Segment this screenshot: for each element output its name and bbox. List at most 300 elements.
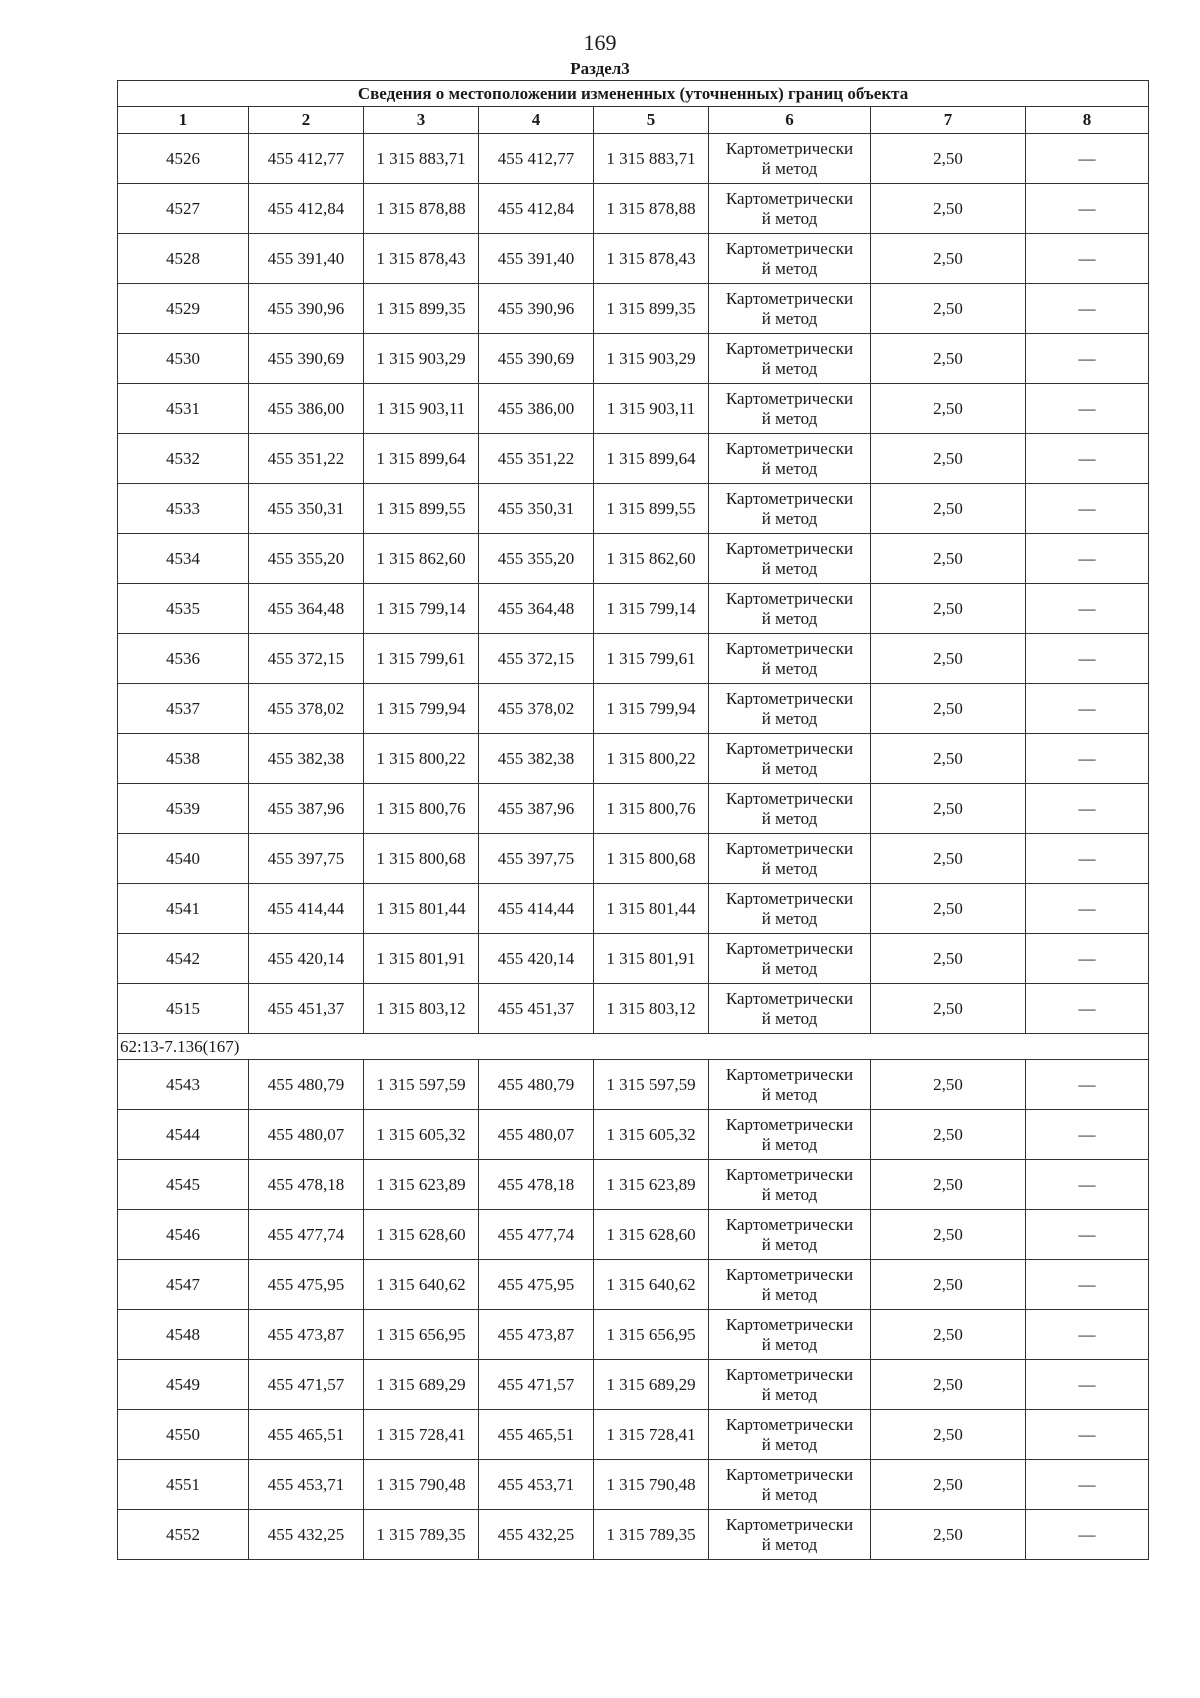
method-cell [709,384,871,434]
description-cell: — [1026,184,1149,234]
point-number-cell: 4533 [118,484,249,534]
table-row [118,184,1149,234]
x-coordinate-new-cell: 455 420,14 [479,934,594,984]
description-cell: — [1026,634,1149,684]
method-line-1: Картометрически [725,438,854,458]
x-coordinate-new-cell: 455 432,25 [479,1510,594,1560]
method-line-1: Картометрически [725,188,854,208]
y-coordinate-new-cell: 1 315 799,14 [594,584,709,634]
y-coordinate-cell: 1 315 801,44 [364,884,479,934]
y-coordinate-new-cell: 1 315 883,71 [594,134,709,184]
column-number-row [118,107,1149,134]
x-coordinate-new-cell: 455 465,51 [479,1410,594,1460]
y-coordinate-cell: 1 315 623,89 [364,1160,479,1210]
y-coordinate-cell: 1 315 899,64 [364,434,479,484]
point-number-cell: 4528 [118,234,249,284]
method-cell [709,634,871,684]
y-coordinate-new-cell: 1 315 801,44 [594,884,709,934]
y-coordinate-new-cell: 1 315 800,76 [594,784,709,834]
y-coordinate-cell: 1 315 801,91 [364,934,479,984]
table-row [118,234,1149,284]
accuracy-cell: 2,50 [871,184,1026,234]
accuracy-cell: 2,50 [871,784,1026,834]
x-coordinate-cell: 455 387,96 [249,784,364,834]
method-cell [709,534,871,584]
y-coordinate-new-cell: 1 315 799,94 [594,684,709,734]
x-coordinate-new-cell: 455 386,00 [479,384,594,434]
description-cell: — [1026,1310,1149,1360]
method-cell [709,1360,871,1410]
y-coordinate-new-cell: 1 315 903,29 [594,334,709,384]
method-line-1: Картометрически [725,838,854,858]
table-row [118,534,1149,584]
accuracy-cell: 2,50 [871,584,1026,634]
table-row [118,884,1149,934]
point-number-cell: 4549 [118,1360,249,1410]
group-header-row [118,1034,1149,1060]
accuracy-cell: 2,50 [871,884,1026,934]
y-coordinate-new-cell: 1 315 689,29 [594,1360,709,1410]
method-cell [709,1210,871,1260]
y-coordinate-cell: 1 315 800,22 [364,734,479,784]
x-coordinate-cell: 455 412,77 [249,134,364,184]
method-line-1: Картометрически [725,338,854,358]
y-coordinate-cell: 1 315 728,41 [364,1410,479,1460]
accuracy-cell: 2,50 [871,1510,1026,1560]
method-cell [709,134,871,184]
y-coordinate-new-cell: 1 315 799,61 [594,634,709,684]
method-line-2: й метод [761,508,818,528]
description-cell: — [1026,834,1149,884]
x-coordinate-new-cell: 455 350,31 [479,484,594,534]
y-coordinate-cell: 1 315 903,29 [364,334,479,384]
table-row [118,1060,1149,1110]
point-number-cell: 4527 [118,184,249,234]
y-coordinate-new-cell: 1 315 597,59 [594,1060,709,1110]
method-cell [709,284,871,334]
accuracy-cell: 2,50 [871,834,1026,884]
method-line-2: й метод [761,1484,818,1504]
description-cell: — [1026,1160,1149,1210]
method-line-2: й метод [761,1534,818,1554]
y-coordinate-cell: 1 315 799,14 [364,584,479,634]
description-cell: — [1026,384,1149,434]
method-cell [709,184,871,234]
method-line-2: й метод [761,1434,818,1454]
accuracy-cell: 2,50 [871,234,1026,284]
y-coordinate-new-cell: 1 315 790,48 [594,1460,709,1510]
y-coordinate-new-cell: 1 315 623,89 [594,1160,709,1210]
point-number-cell: 4546 [118,1210,249,1260]
point-number-cell: 4540 [118,834,249,884]
column-number: 5 [594,107,709,134]
y-coordinate-cell: 1 315 628,60 [364,1210,479,1260]
method-cell [709,484,871,534]
column-number: 3 [364,107,479,134]
x-coordinate-cell: 455 386,00 [249,384,364,434]
point-number-cell: 4531 [118,384,249,434]
x-coordinate-cell: 455 451,37 [249,984,364,1034]
accuracy-cell: 2,50 [871,484,1026,534]
x-coordinate-new-cell: 455 397,75 [479,834,594,884]
method-cell [709,1060,871,1110]
accuracy-cell: 2,50 [871,684,1026,734]
point-number-cell: 4551 [118,1460,249,1510]
method-cell [709,1260,871,1310]
accuracy-cell: 2,50 [871,384,1026,434]
y-coordinate-cell: 1 315 800,76 [364,784,479,834]
method-line-2: й метод [761,258,818,278]
y-coordinate-cell: 1 315 862,60 [364,534,479,584]
method-line-2: й метод [761,208,818,228]
accuracy-cell: 2,50 [871,134,1026,184]
y-coordinate-new-cell: 1 315 656,95 [594,1310,709,1360]
method-cell [709,584,871,634]
method-cell [709,884,871,934]
point-number-cell: 4530 [118,334,249,384]
description-cell: — [1026,984,1149,1034]
accuracy-cell: 2,50 [871,634,1026,684]
method-line-1: Картометрически [725,738,854,758]
table-row [118,1410,1149,1460]
point-number-cell: 4550 [118,1410,249,1460]
accuracy-cell: 2,50 [871,1210,1026,1260]
column-number: 4 [479,107,594,134]
x-coordinate-cell: 455 390,96 [249,284,364,334]
x-coordinate-new-cell: 455 372,15 [479,634,594,684]
table-row [118,834,1149,884]
x-coordinate-cell: 455 480,07 [249,1110,364,1160]
section-title: Раздел3 [570,59,630,78]
method-line-1: Картометрически [725,1514,854,1534]
method-cell [709,734,871,784]
method-cell [709,1110,871,1160]
table-row [118,484,1149,534]
table-row [118,1260,1149,1310]
table-row [118,634,1149,684]
method-line-1: Картометрически [725,488,854,508]
x-coordinate-new-cell: 455 378,02 [479,684,594,734]
table-row [118,384,1149,434]
x-coordinate-cell: 455 351,22 [249,434,364,484]
method-cell [709,684,871,734]
point-number-cell: 4545 [118,1160,249,1210]
description-cell: — [1026,884,1149,934]
method-cell [709,984,871,1034]
table-row [118,584,1149,634]
y-coordinate-new-cell: 1 315 789,35 [594,1510,709,1560]
y-coordinate-new-cell: 1 315 899,64 [594,434,709,484]
x-coordinate-cell: 455 391,40 [249,234,364,284]
accuracy-cell: 2,50 [871,734,1026,784]
point-number-cell: 4542 [118,934,249,984]
point-number-cell: 4515 [118,984,249,1034]
point-number-cell: 4529 [118,284,249,334]
point-number-cell: 4547 [118,1260,249,1310]
description-cell: — [1026,1110,1149,1160]
method-cell [709,434,871,484]
method-line-1: Картометрически [725,1314,854,1334]
point-number-cell: 4534 [118,534,249,584]
method-cell [709,934,871,984]
y-coordinate-new-cell: 1 315 803,12 [594,984,709,1034]
y-coordinate-new-cell: 1 315 862,60 [594,534,709,584]
point-number-cell: 4544 [118,1110,249,1160]
point-number-cell: 4541 [118,884,249,934]
table-row [118,734,1149,784]
method-cell [709,1460,871,1510]
table-row [118,684,1149,734]
table-row [118,784,1149,834]
method-line-2: й метод [761,808,818,828]
y-coordinate-new-cell: 1 315 800,22 [594,734,709,784]
table-row [118,284,1149,334]
x-coordinate-cell: 455 420,14 [249,934,364,984]
x-coordinate-cell: 455 475,95 [249,1260,364,1310]
x-coordinate-cell: 455 478,18 [249,1160,364,1210]
x-coordinate-cell: 455 364,48 [249,584,364,634]
table-body [118,134,1149,1560]
method-line-1: Картометрически [725,938,854,958]
accuracy-cell: 2,50 [871,534,1026,584]
x-coordinate-cell: 455 473,87 [249,1310,364,1360]
x-coordinate-new-cell: 455 382,38 [479,734,594,784]
method-line-2: й метод [761,458,818,478]
accuracy-cell: 2,50 [871,934,1026,984]
method-cell [709,1510,871,1560]
description-cell: — [1026,234,1149,284]
table-row [118,134,1149,184]
point-number-cell: 4539 [118,784,249,834]
x-coordinate-new-cell: 455 390,69 [479,334,594,384]
method-line-2: й метод [761,1008,818,1028]
y-coordinate-cell: 1 315 656,95 [364,1310,479,1360]
x-coordinate-cell: 455 477,74 [249,1210,364,1260]
y-coordinate-new-cell: 1 315 903,11 [594,384,709,434]
method-line-1: Картометрически [725,238,854,258]
description-cell: — [1026,934,1149,984]
method-line-1: Картометрически [725,1164,854,1184]
method-line-2: й метод [761,308,818,328]
point-number-cell: 4538 [118,734,249,784]
method-line-1: Картометрически [725,688,854,708]
x-coordinate-new-cell: 455 364,48 [479,584,594,634]
point-number-cell: 4536 [118,634,249,684]
description-cell: — [1026,1460,1149,1510]
accuracy-cell: 2,50 [871,1460,1026,1510]
method-line-2: й метод [761,658,818,678]
x-coordinate-cell: 455 453,71 [249,1460,364,1510]
y-coordinate-new-cell: 1 315 878,88 [594,184,709,234]
accuracy-cell: 2,50 [871,434,1026,484]
table-row [118,1510,1149,1560]
y-coordinate-new-cell: 1 315 640,62 [594,1260,709,1310]
column-number: 8 [1026,107,1149,134]
column-number: 2 [249,107,364,134]
group-label: 62:13-7.136(167) [118,1034,1149,1060]
column-number: 7 [871,107,1026,134]
method-line-1: Картометрически [725,388,854,408]
y-coordinate-cell: 1 315 903,11 [364,384,479,434]
method-line-2: й метод [761,958,818,978]
method-line-1: Картометрически [725,538,854,558]
y-coordinate-cell: 1 315 800,68 [364,834,479,884]
point-number-cell: 4532 [118,434,249,484]
method-cell [709,334,871,384]
x-coordinate-cell: 455 471,57 [249,1360,364,1410]
table-row [118,1310,1149,1360]
accuracy-cell: 2,50 [871,1310,1026,1360]
x-coordinate-cell: 455 414,44 [249,884,364,934]
accuracy-cell: 2,50 [871,1410,1026,1460]
x-coordinate-new-cell: 455 414,44 [479,884,594,934]
table-row [118,1160,1149,1210]
description-cell: — [1026,434,1149,484]
column-number: 1 [118,107,249,134]
point-number-cell: 4543 [118,1060,249,1110]
x-coordinate-new-cell: 455 387,96 [479,784,594,834]
method-cell [709,1310,871,1360]
x-coordinate-new-cell: 455 355,20 [479,534,594,584]
y-coordinate-cell: 1 315 605,32 [364,1110,479,1160]
method-line-2: й метод [761,558,818,578]
x-coordinate-new-cell: 455 351,22 [479,434,594,484]
x-coordinate-cell: 455 382,38 [249,734,364,784]
method-cell [709,1160,871,1210]
x-coordinate-new-cell: 455 478,18 [479,1160,594,1210]
y-coordinate-cell: 1 315 799,94 [364,684,479,734]
y-coordinate-cell: 1 315 878,88 [364,184,479,234]
description-cell: — [1026,684,1149,734]
description-cell: — [1026,1360,1149,1410]
y-coordinate-cell: 1 315 790,48 [364,1460,479,1510]
accuracy-cell: 2,50 [871,1060,1026,1110]
description-cell: — [1026,1060,1149,1110]
y-coordinate-cell: 1 315 883,71 [364,134,479,184]
method-cell [709,234,871,284]
method-line-1: Картометрически [725,788,854,808]
y-coordinate-cell: 1 315 640,62 [364,1260,479,1310]
x-coordinate-cell: 455 412,84 [249,184,364,234]
method-cell [709,834,871,884]
point-number-cell: 4537 [118,684,249,734]
page-number: 169 [583,30,617,55]
method-line-1: Картометрически [725,638,854,658]
method-cell [709,1410,871,1460]
method-line-2: й метод [761,908,818,928]
point-number-cell: 4535 [118,584,249,634]
description-cell: — [1026,284,1149,334]
method-line-2: й метод [761,1134,818,1154]
y-coordinate-cell: 1 315 899,35 [364,284,479,334]
table-row [118,984,1149,1034]
accuracy-cell: 2,50 [871,334,1026,384]
x-coordinate-new-cell: 455 480,79 [479,1060,594,1110]
point-number-cell: 4552 [118,1510,249,1560]
accuracy-cell: 2,50 [871,1160,1026,1210]
x-coordinate-cell: 455 480,79 [249,1060,364,1110]
method-cell [709,784,871,834]
table-row [118,1210,1149,1260]
point-number-cell: 4548 [118,1310,249,1360]
table-row [118,934,1149,984]
x-coordinate-cell: 455 465,51 [249,1410,364,1460]
method-line-2: й метод [761,408,818,428]
method-line-2: й метод [761,1184,818,1204]
method-line-2: й метод [761,1284,818,1304]
y-coordinate-new-cell: 1 315 899,35 [594,284,709,334]
y-coordinate-cell: 1 315 899,55 [364,484,479,534]
x-coordinate-new-cell: 455 480,07 [479,1110,594,1160]
method-line-1: Картометрически [725,1364,854,1384]
accuracy-cell: 2,50 [871,1360,1026,1410]
y-coordinate-cell: 1 315 789,35 [364,1510,479,1560]
method-line-1: Картометрически [725,138,854,158]
description-cell: — [1026,1260,1149,1310]
description-cell: — [1026,584,1149,634]
accuracy-cell: 2,50 [871,284,1026,334]
y-coordinate-new-cell: 1 315 800,68 [594,834,709,884]
table-row [118,1110,1149,1160]
y-coordinate-new-cell: 1 315 899,55 [594,484,709,534]
description-cell: — [1026,334,1149,384]
method-line-2: й метод [761,708,818,728]
x-coordinate-cell: 455 372,15 [249,634,364,684]
y-coordinate-cell: 1 315 799,61 [364,634,479,684]
method-line-2: й метод [761,1084,818,1104]
method-line-2: й метод [761,858,818,878]
description-cell: — [1026,1510,1149,1560]
accuracy-cell: 2,50 [871,984,1026,1034]
x-coordinate-new-cell: 455 475,95 [479,1260,594,1310]
x-coordinate-new-cell: 455 473,87 [479,1310,594,1360]
method-line-1: Картометрически [725,1064,854,1084]
y-coordinate-new-cell: 1 315 628,60 [594,1210,709,1260]
method-line-1: Картометрически [725,988,854,1008]
method-line-1: Картометрически [725,1414,854,1434]
x-coordinate-new-cell: 455 412,77 [479,134,594,184]
table-row [118,334,1149,384]
description-cell: — [1026,1210,1149,1260]
y-coordinate-new-cell: 1 315 801,91 [594,934,709,984]
y-coordinate-new-cell: 1 315 878,43 [594,234,709,284]
x-coordinate-new-cell: 455 471,57 [479,1360,594,1410]
y-coordinate-new-cell: 1 315 605,32 [594,1110,709,1160]
y-coordinate-cell: 1 315 803,12 [364,984,479,1034]
x-coordinate-cell: 455 397,75 [249,834,364,884]
y-coordinate-cell: 1 315 689,29 [364,1360,479,1410]
table-row [118,1360,1149,1410]
method-line-2: й метод [761,358,818,378]
accuracy-cell: 2,50 [871,1110,1026,1160]
x-coordinate-new-cell: 455 451,37 [479,984,594,1034]
table-row [118,434,1149,484]
x-coordinate-cell: 455 378,02 [249,684,364,734]
method-line-2: й метод [761,758,818,778]
description-cell: — [1026,734,1149,784]
method-line-2: й метод [761,1384,818,1404]
method-line-1: Картометрически [725,1464,854,1484]
description-cell: — [1026,134,1149,184]
x-coordinate-cell: 455 350,31 [249,484,364,534]
x-coordinate-new-cell: 455 412,84 [479,184,594,234]
table-row [118,1460,1149,1510]
method-line-1: Картометрически [725,888,854,908]
description-cell: — [1026,484,1149,534]
table-caption: Сведения о местоположении измененных (уточненных) границ объекта [118,81,1149,107]
x-coordinate-new-cell: 455 390,96 [479,284,594,334]
column-number: 6 [709,107,871,134]
